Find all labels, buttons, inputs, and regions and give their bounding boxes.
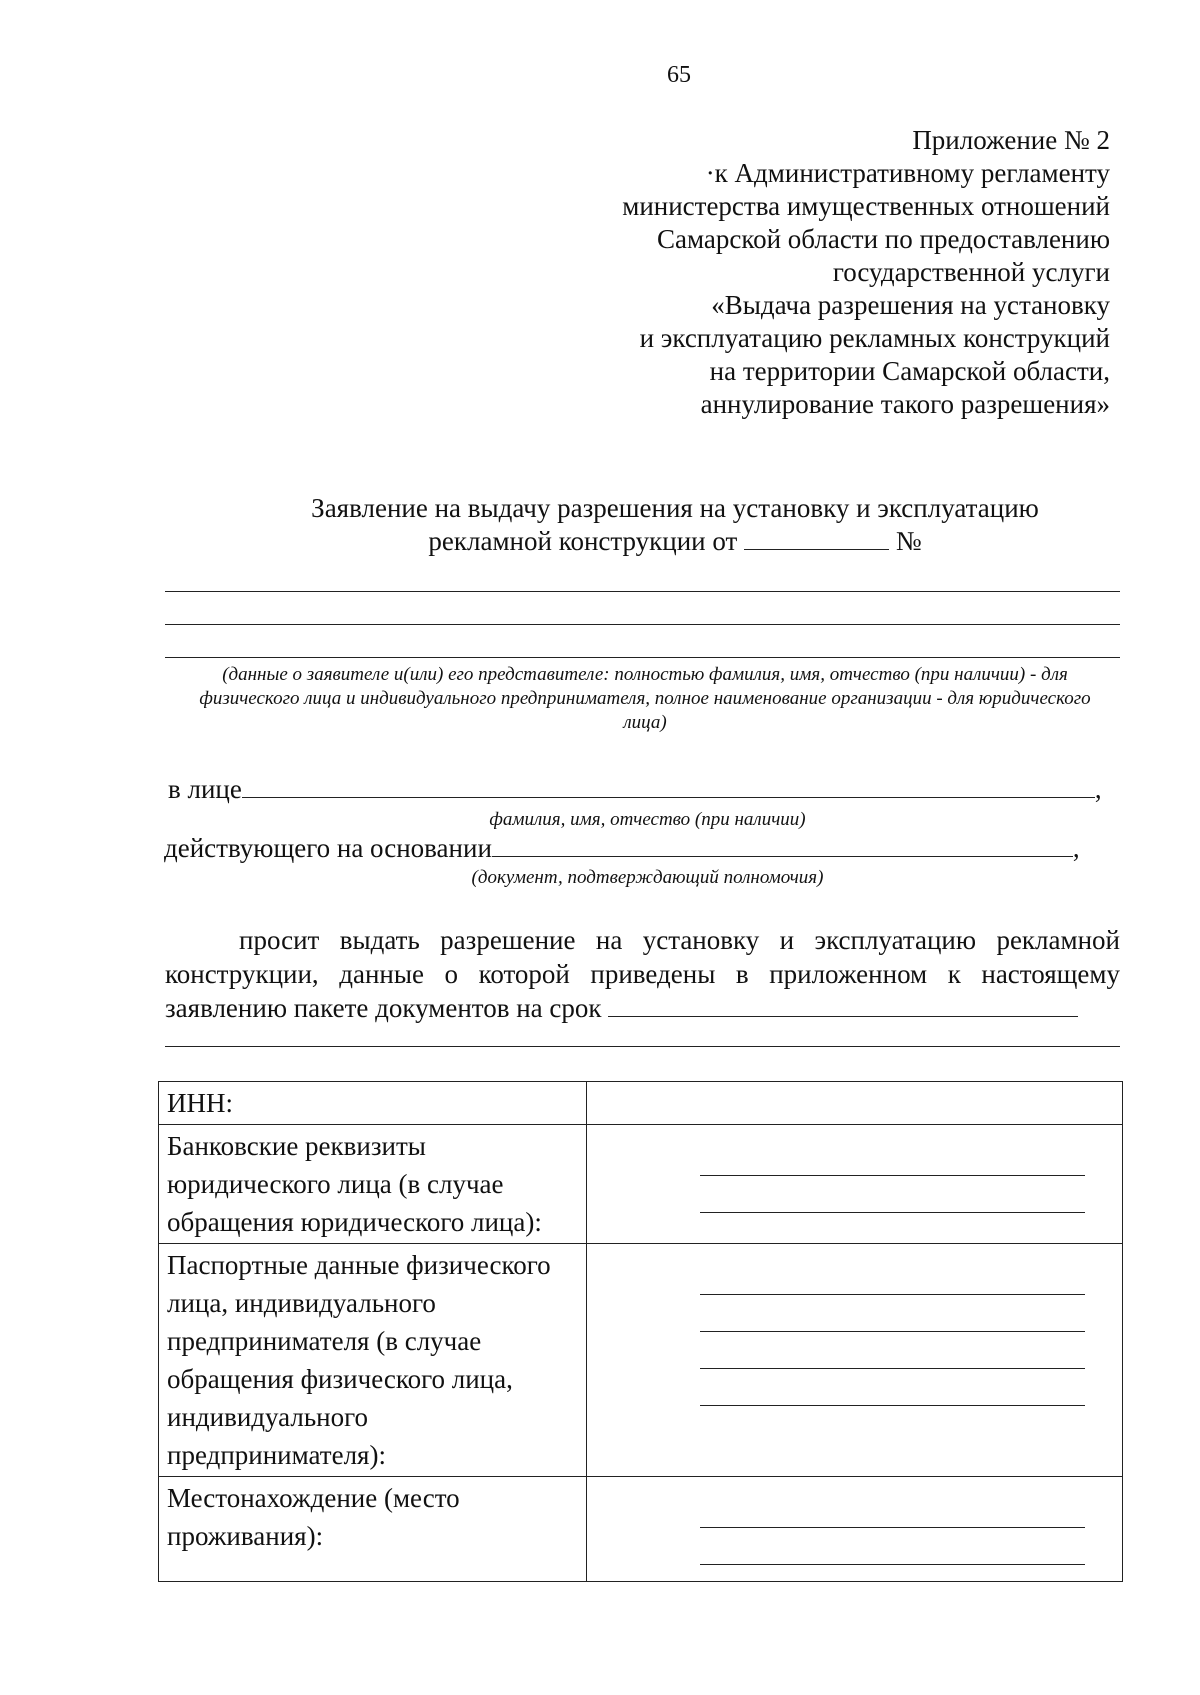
title-prefix: рекламной конструкции от — [428, 526, 738, 556]
request-text: просит выдать разрешение на установку и эксплуатацию рекламной конструкции, данные о которой приведены в приложенном к настоящему заявлению пакете документов на срок — [165, 925, 1120, 1023]
applicant-note: (данные о заявителе и(или) его представителе: полностью фамилия, имя, отчество (при наличии) - для физического лица и индивидуального предпринимателя, полное наименование организации - для юридического лица) — [199, 664, 1091, 733]
title-line-1: Заявление на выдачу разрешения на установку и эксплуатацию — [311, 493, 1039, 523]
basis-row — [164, 833, 1080, 864]
passport-line[interactable] — [700, 1295, 1085, 1332]
passport-line[interactable] — [700, 1258, 1085, 1295]
applicant-line-1[interactable] — [165, 591, 1120, 592]
representative-label: в лице — [168, 774, 242, 804]
bank-details-line[interactable] — [700, 1139, 1085, 1176]
term-continuation-line[interactable] — [165, 1046, 1120, 1047]
date-field[interactable] — [744, 527, 889, 550]
representative-comma: , — [1094, 774, 1102, 804]
location-line[interactable] — [700, 1491, 1085, 1528]
appendix-line: и эксплуатацию рекламных конструкций — [639, 323, 1110, 353]
location-label: Местонахождение (место проживания): — [159, 1477, 587, 1582]
representative-note: фамилия, имя, отчество (при наличии) — [489, 809, 806, 830]
request-paragraph — [165, 923, 1120, 1025]
table-row — [159, 1477, 1123, 1582]
number-sign: № — [895, 526, 922, 556]
appendix-header — [470, 124, 1110, 421]
appendix-line: «Выдача разрешения на установку — [711, 290, 1110, 320]
page-number: 65 — [667, 62, 691, 88]
appendix-line: министерства имущественных отношений — [622, 191, 1110, 221]
location-value — [587, 1477, 1123, 1582]
passport-line[interactable] — [700, 1332, 1085, 1369]
applicant-line-2[interactable] — [165, 624, 1120, 625]
appendix-line: ·к Административному регламенту — [705, 158, 1110, 188]
basis-comma: , — [1072, 833, 1080, 863]
inn-value[interactable] — [587, 1082, 1123, 1125]
applicant-line-3[interactable] — [165, 657, 1120, 658]
basis-label: действующего на основании — [164, 833, 492, 863]
bank-details-line[interactable] — [700, 1176, 1085, 1213]
bank-details-label: Банковские реквизиты юридического лица (в случае обращения юридического лица): — [159, 1125, 587, 1244]
location-line[interactable] — [700, 1528, 1085, 1565]
term-field[interactable] — [608, 998, 1078, 1017]
document-title — [150, 492, 1200, 558]
representative-field[interactable] — [242, 777, 1095, 798]
title-line-2 — [150, 525, 1200, 558]
basis-field[interactable] — [492, 836, 1073, 857]
passport-value — [587, 1244, 1123, 1477]
representative-row — [168, 774, 1102, 805]
appendix-line: государственной услуги — [832, 257, 1110, 287]
appendix-line: Приложение № 2 — [912, 125, 1110, 155]
appendix-line: на территории Самарской области, — [709, 356, 1110, 386]
appendix-line: Самарской области по предоставлению — [656, 224, 1110, 254]
inn-label: ИНН: — [159, 1082, 587, 1125]
basis-note: (документ, подтверждающий полномочия) — [471, 867, 824, 888]
appendix-line: аннулирование такого разрешения» — [700, 389, 1110, 419]
bank-details-value — [587, 1125, 1123, 1244]
table-row — [159, 1082, 1123, 1125]
applicant-info-table — [158, 1081, 1123, 1582]
table-row — [159, 1244, 1123, 1477]
passport-line[interactable] — [700, 1369, 1085, 1406]
table-row — [159, 1125, 1123, 1244]
passport-label: Паспортные данные физического лица, индивидуального предпринимателя (в случае обращения физического лица, индивидуального предпринимателя): — [159, 1244, 587, 1477]
